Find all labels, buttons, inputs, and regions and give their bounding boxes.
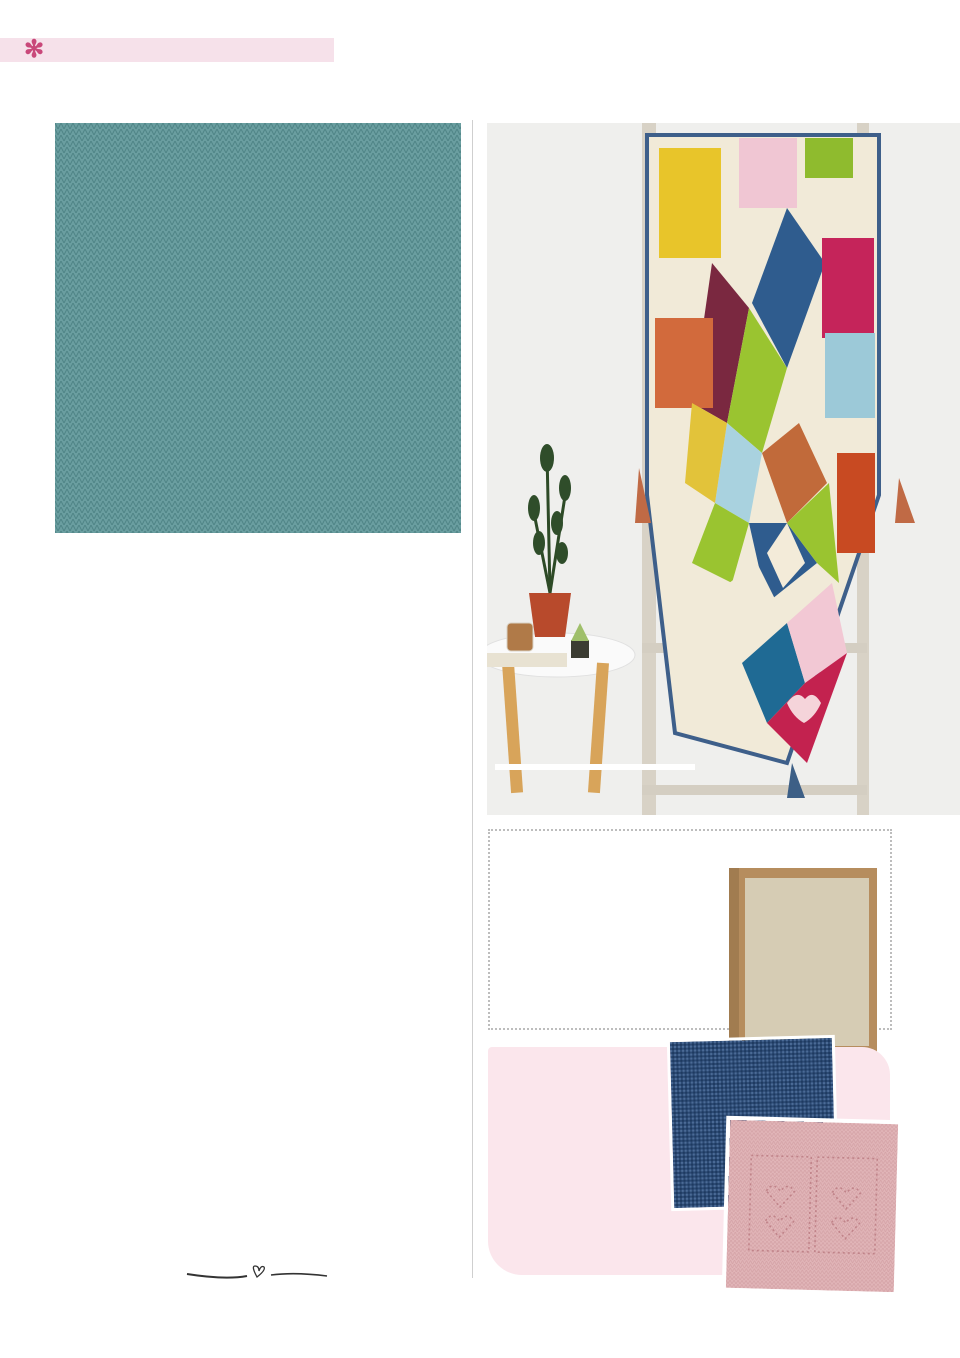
flower-icon: ✻ — [24, 36, 45, 63]
section-header — [0, 38, 334, 62]
square-4-swatch-photo — [55, 123, 461, 533]
heart-flourish-icon — [185, 1262, 330, 1284]
photo-caption — [495, 764, 695, 770]
heart-doodle-border-top — [0, 0, 960, 28]
yarn-pack-box-photo — [729, 868, 877, 1054]
boxed-hearts-swatch-photo — [726, 1120, 898, 1292]
heart-doodle-border-bottom — [0, 1300, 960, 1358]
column-divider — [472, 120, 473, 1278]
heart-doodle-border-left — [0, 62, 30, 1302]
blanket-on-ladder-photo — [487, 123, 960, 815]
